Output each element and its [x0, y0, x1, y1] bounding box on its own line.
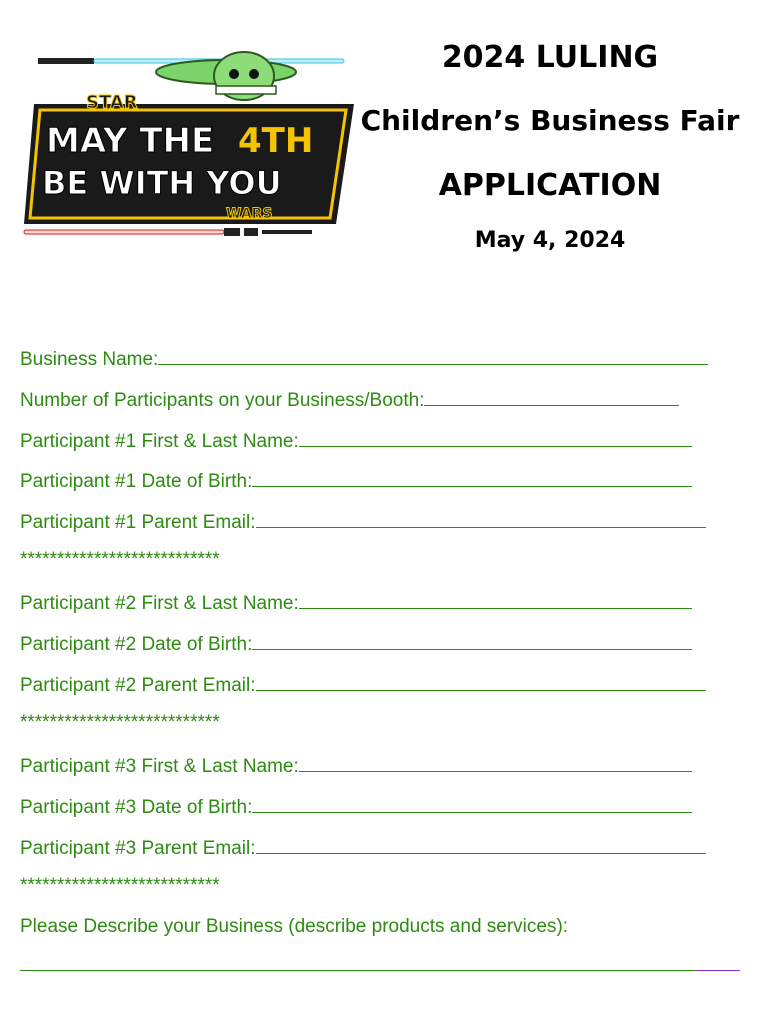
- may-the-4th-logo: [16, 44, 356, 244]
- fair-date: May 4, 2024: [474, 228, 626, 253]
- p2-name-label: Participant #2 First & Last Name:: [20, 593, 299, 614]
- logo-line2: BE WITH YOU: [42, 164, 282, 202]
- p2-email-field[interactable]: [256, 672, 706, 691]
- p3-name-label: Participant #3 First & Last Name:: [20, 756, 299, 777]
- p3-dob-label: Participant #3 Date of Birth:: [20, 797, 253, 818]
- p1-email-field[interactable]: [256, 509, 706, 528]
- separator-1: ***************************: [20, 549, 220, 570]
- participants-count-field[interactable]: [424, 387, 679, 406]
- logo-wars-text: WARS: [226, 206, 273, 222]
- p1-dob-field[interactable]: [252, 468, 692, 487]
- p1-name-field[interactable]: [299, 428, 692, 447]
- p1-name-label: Participant #1 First & Last Name:: [20, 431, 299, 452]
- describe-business-field[interactable]: [20, 952, 696, 971]
- application-title: APPLICATION: [438, 168, 662, 203]
- describe-business-field-end[interactable]: [696, 952, 740, 971]
- p2-name-row: [20, 590, 692, 615]
- business-name-row: [20, 346, 708, 371]
- separator-3: ***************************: [20, 875, 220, 896]
- p3-dob-row: [20, 794, 692, 819]
- p3-email-field[interactable]: [256, 835, 706, 854]
- p1-name-row: [20, 428, 692, 453]
- p3-name-field[interactable]: [299, 753, 692, 772]
- p2-email-row: [20, 672, 706, 697]
- p2-email-label: Participant #2 Parent Email:: [20, 675, 256, 696]
- participants-count-label: Number of Participants on your Business/Booth:: [20, 390, 425, 411]
- logo-line1: MAY THE: [46, 121, 215, 161]
- logo-star-text: STAR: [86, 92, 138, 113]
- p1-dob-label: Participant #1 Date of Birth:: [20, 471, 253, 492]
- participants-count-row: [20, 387, 679, 412]
- fair-name-title: Children’s Business Fair: [360, 104, 740, 137]
- logo-fourth: 4TH: [238, 121, 314, 161]
- p2-dob-row: [20, 631, 692, 656]
- p3-email-label: Participant #3 Parent Email:: [20, 838, 256, 859]
- p2-dob-field[interactable]: [252, 631, 692, 650]
- describe-business-row: [20, 952, 740, 977]
- describe-business-label: Please Describe your Business (describe products and services):: [20, 916, 569, 937]
- business-name-label: Business Name:: [20, 349, 159, 370]
- p1-email-label: Participant #1 Parent Email:: [20, 512, 256, 533]
- p2-name-field[interactable]: [299, 590, 692, 609]
- p3-email-row: [20, 835, 706, 860]
- p3-name-row: [20, 753, 692, 778]
- p3-dob-field[interactable]: [252, 794, 692, 813]
- p2-dob-label: Participant #2 Date of Birth:: [20, 634, 253, 655]
- p1-email-row: [20, 509, 706, 534]
- fair-year-title: 2024 LULING: [441, 40, 659, 75]
- business-name-field[interactable]: [158, 346, 708, 365]
- p1-dob-row: [20, 468, 692, 493]
- separator-2: ***************************: [20, 712, 220, 733]
